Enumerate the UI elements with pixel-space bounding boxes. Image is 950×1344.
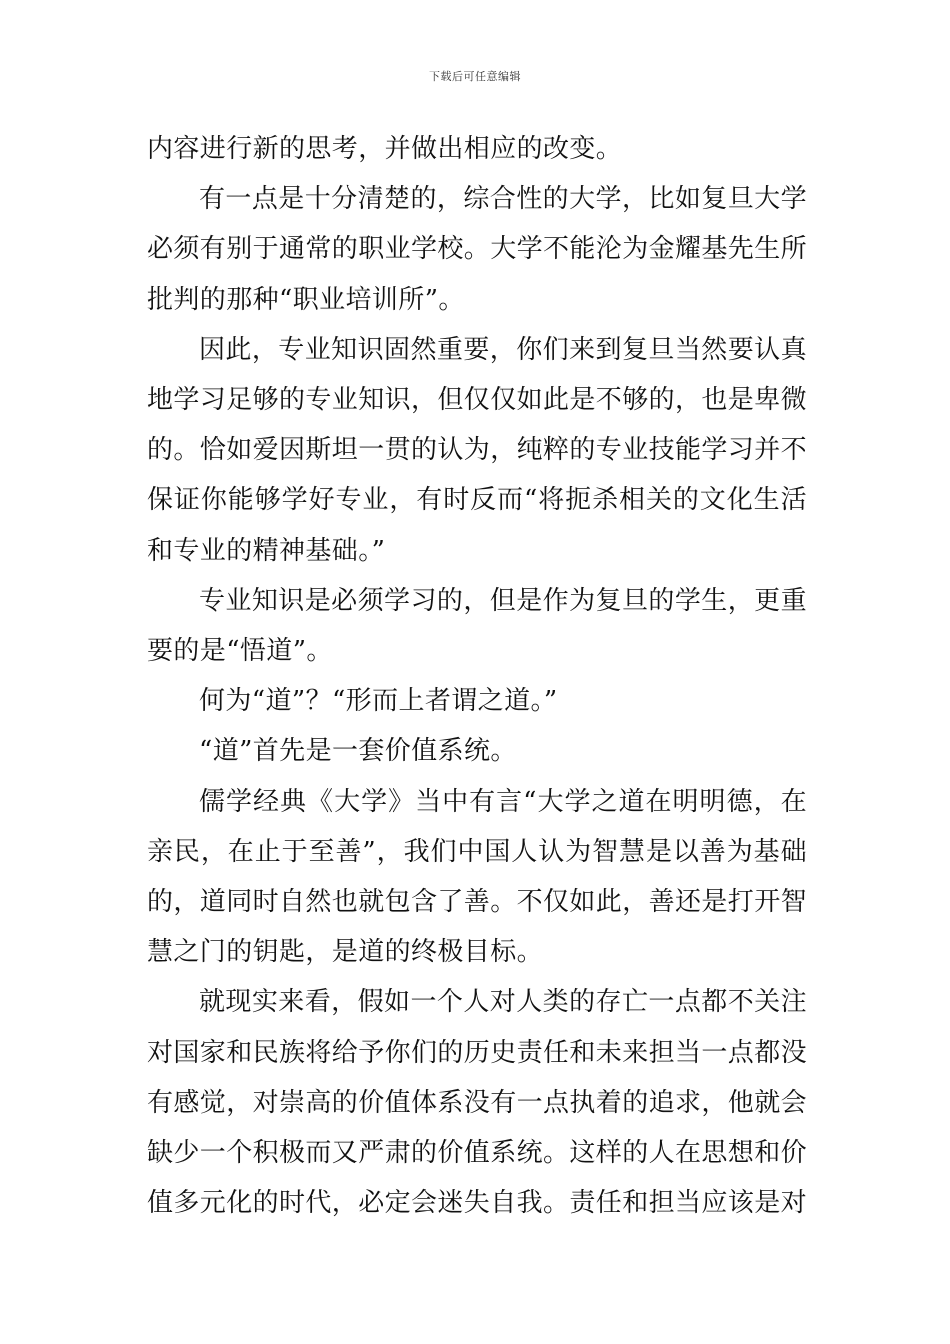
paragraph: 因此，专业知识固然重要，你们来到复旦当然要认真地学习足够的专业知识，但仅仅如此是不够的，也是卑微的。恰如爱因斯坦一贯的认为，纯粹的专业技能学习并不保证你能够学好专业，有时反而“将扼杀相关的文化生活和专业的精神基础。” — [147, 334, 808, 566]
paragraph: 专业知识是必须学习的，但是作为复旦的学生，更重要的是“悟道”。 — [147, 585, 807, 667]
paragraph: 何为“道”？“形而上者谓之道。” — [199, 686, 558, 717]
paragraph: 就现实来看，假如一个人对人类的存亡一点都不关注对国家和民族将给予你们的历史责任和未来担当一点都没有感觉，对崇高的价值体系没有一点执着的追求，他就会缺少一个积极而又严肃的价值系统。这样的人在思想和价值多元化的时代，必定会迷失自我。责任和担当应该是对 — [147, 987, 808, 1219]
paragraph: 内容进行新的思考，并做出相应的改变。 — [147, 134, 623, 164]
paragraph: 有一点是十分清楚的，综合性的大学，比如复旦大学必须有别于通常的职业学校。大学不能沦为金耀基先生所批判的那种“职业培训所”。 — [147, 184, 808, 315]
paragraph: “道”首先是一套价值系统。 — [199, 736, 517, 767]
page-header: 下载后可任意编辑 — [429, 70, 521, 83]
paragraph: 儒学经典《大学》当中有言“大学之道在明明德，在亲民，在止于至善”，我们中国人认为智慧是以善为基础的，道同时自然也就包含了善。不仅如此，善还是打开智慧之门的钥匙，是道的终极目标。 — [147, 786, 808, 968]
document-body — [147, 124, 807, 1228]
